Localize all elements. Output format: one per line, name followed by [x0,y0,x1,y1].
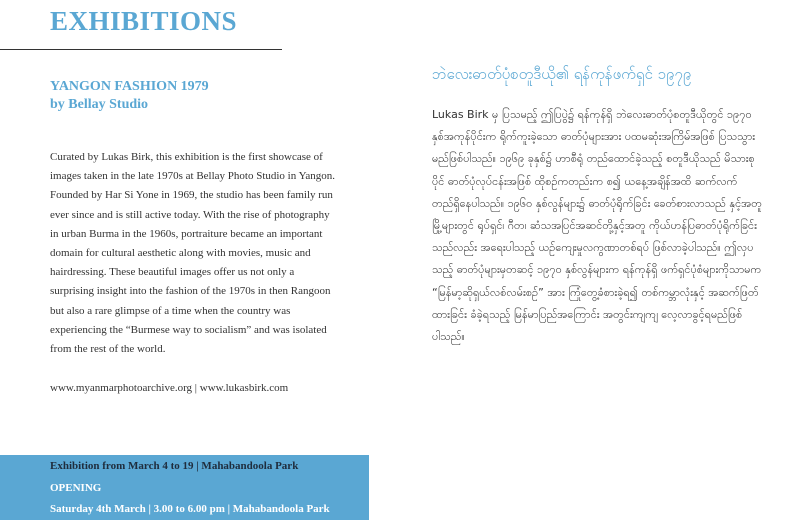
exhibition-dates: Exhibition from March 4 to 19 | Mahabandoola Park [50,460,299,472]
myanmar-description: Lukas Birk မှ ပြသမည့် ဤပြပွဲ၌ ရန်ကုန်ရှိ ဘဲလေးဓာတ်ပုံစတူဒီယိုတွင် ၁၉၇၀ နှစ်အကုန်ပိုင်းက ရိုက်ကူးခဲ့သော ဓာတ်ပုံများအား ပထမဆုံးအကြိမ်အဖြစ် ပြသသွားမည်ဖြစ်ပါသည်။ ၁၉၆၉ ခုနှစ်၌ ဟာစီရုံ တည်ထောင်ခဲ့သည့် စတူဒီယိုသည် မိသားစုပိုင် ဓာတ်ပုံလုပ်ငန်းအဖြစ် ထိုစဉ်ကတည်းက စ၍ ယနေ့အချိန်အထိ ဆက်လက်တည်ရှိနေပါသည်။ ၁၉၆၀ နှစ်လွန်များ၌ ဓာတ်ပုံရိုက်ခြင်း ခေတ်စားလာသည် နှင့်အတူ မြို့များတွင် ရုပ်ရှင်၊ ဂီတ၊ ဆံသအပြင်အဆင်တို့နှင့်အတူ ကိုယ်ဟန်ပြဓာတ်ပုံရိုက်ခြင်းသည်လည်း အရေးပါသည့် ယဉ်ကျေးမှုလကွဏာတစ်ရပ် ဖြစ်လာခဲ့ပါသည်။ ဤလှပသည့် ဓာတ်ပုံများမှတဆင့် ၁၉၇၀ နှစ်လွန်များက ရန်ကုန်ရှိ ဖက်ရှင်ပုံစံများကိုသာမက “မြန်မာ့ဆိုရှယ်လစ်လမ်းစဉ်” အား ကြုံတွေ့ခံစားခဲ့ရ၍ တစ်ကမ္ဘာလုံးနှင့် အဆက်ဖြတ်ထားခြင်း ခံခဲ့ရသည့် မြန်မာပြည်အကြောင်း အတွင်းကျကျ လေ့လာခွင့်ရမည်ဖြစ်ပါသည်။ [432,108,762,344]
opening-details: Saturday 4th March | 3.00 to 6.00 pm | Mahabandoola Park [50,503,330,515]
exhibition-title: YANGON FASHION 1979 [50,79,209,94]
title-divider [0,49,282,50]
event-info-banner [0,455,369,520]
exhibition-byline: by Bellay Studio [50,97,149,112]
website-links[interactable]: www.myanmarphotoarchive.org | www.lukasbirk.com [50,382,289,394]
exhibition-description: Curated by Lukas Birk, this exhibition is the first showcase of images taken in the late 1970s at Bellay Photo Studio in Yangon. Founded by Har Si Yone in 1969, the studio has been family run ever since and is still active today. With the rise of photography in urban Burma in the 1960s, portraiture became an important domain for cultural aesthetic along with movies, music and hairdressing. These beautiful images offer us not only a surprising insight into the fashion of the 1970s in then Rangoon but also a rare glimpse of a time when the country was experiencing the “Burmese way to socialism” and was isolated from the rest of the world. [50,151,336,356]
myanmar-title: ဘဲလေးဓာတ်ပုံစတူဒီယို၏ ရန်ကုန်ဖက်ရှင် ၁၉၇၉ [432,65,692,83]
opening-label: OPENING [50,482,102,494]
page-title: EXHIBITIONS [50,6,238,36]
exhibition-title-block [50,78,209,114]
